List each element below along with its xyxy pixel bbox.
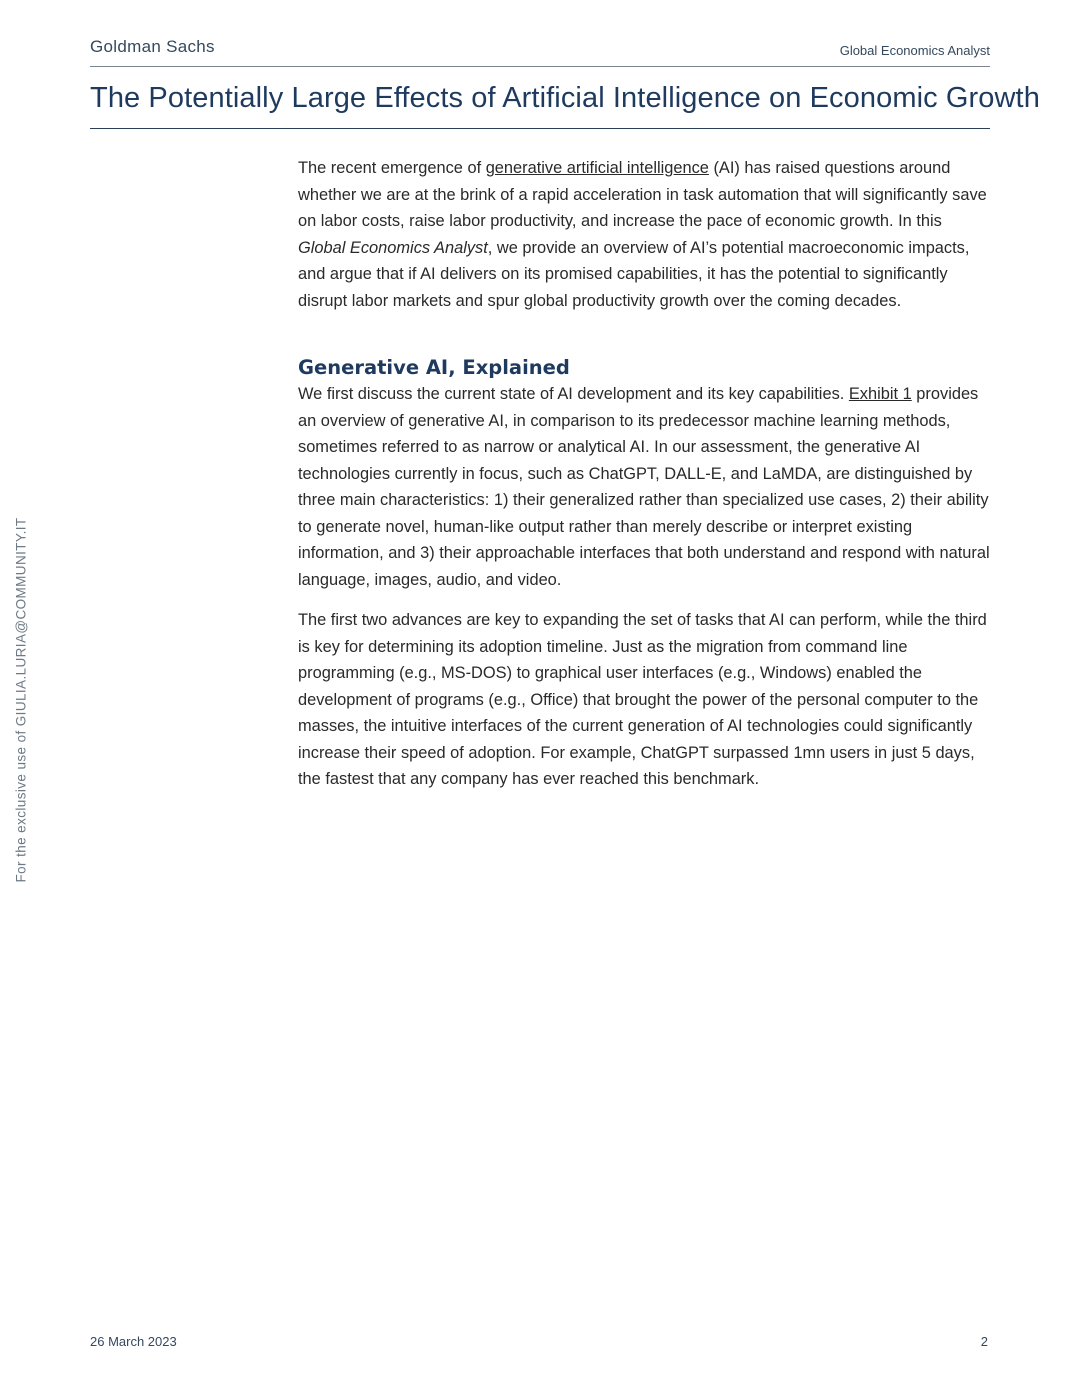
p1-text-start: We first discuss the current state of AI development and its key capabilities. xyxy=(298,385,849,403)
page-title: The Potentially Large Effects of Artificial Intelligence on Economic Growth xyxy=(90,82,1040,114)
title-divider xyxy=(90,128,990,129)
exhibit-1-link[interactable]: Exhibit 1 xyxy=(848,385,912,403)
section-paragraph-2: The first two advances are key to expanding the set of tasks that AI can perform, while the third is key for determining its adoption timeline. Just as the migration from command line programming (e.g., MS-DOS) to graphical user interfaces (e.g., Windows) enabled the development of programs (e.g., Office) that brought the power of the personal computer to the masses, the intuitive interfaces of the current generation of AI technologies could significantly increase their speed of adoption. For example, ChatGPT surpassed 1mn users in just 5 days, the fastest that any company has ever reached this benchmark. xyxy=(298,611,987,788)
footer-date: 26 March 2023 xyxy=(90,1334,177,1349)
p1-text-end: provides an overview of generative AI, in comparison to its predecessor machine learning methods, sometimes referred to as narrow or analytical AI. In our assessment, the generative AI technologies currently in focus, such as ChatGPT, DALL-E, and LaMDA, are distinguished by three main characteristics: 1) their generalized rather than specialized use cases, 2) their ability to generate novel, human-like output rather than merely describe or interpret existing information, and 3) their approachable interfaces that both understand and respond with natural language, images, audio, and video. xyxy=(298,385,990,589)
section-heading: Generative AI, Explained xyxy=(298,356,570,379)
intro-text-start: The recent emergence of xyxy=(298,159,486,177)
brand-name: Goldman Sachs xyxy=(90,37,215,56)
intro-paragraph xyxy=(298,155,990,314)
exclusive-use-watermark: For the exclusive use of GIULIA.LURIA@COMMUNITY.IT xyxy=(13,517,29,883)
intro-text-middle: (AI) has raised questions around whether we are at the brink of a rapid acceleration in task automation that will significantly save on labor costs, raise labor productivity, and increase the pace of economic growth. In this xyxy=(298,159,987,230)
publication-reference: Global Economics Analyst xyxy=(298,238,488,257)
section-paragraph-1 xyxy=(298,381,990,593)
publication-name: Global Economics Analyst xyxy=(839,43,990,58)
header-divider xyxy=(90,66,990,67)
main-content xyxy=(298,155,990,793)
generative-ai-link[interactable]: generative artificial intelligence xyxy=(485,159,709,177)
page-number: 2 xyxy=(980,1334,988,1349)
intro-text-end: , we provide an overview of AI’s potential macroeconomic impacts, and argue that if AI delivers on its promised capabilities, it has the potential to significantly disrupt labor markets and spur global productivity growth over the coming decades. xyxy=(298,238,970,310)
